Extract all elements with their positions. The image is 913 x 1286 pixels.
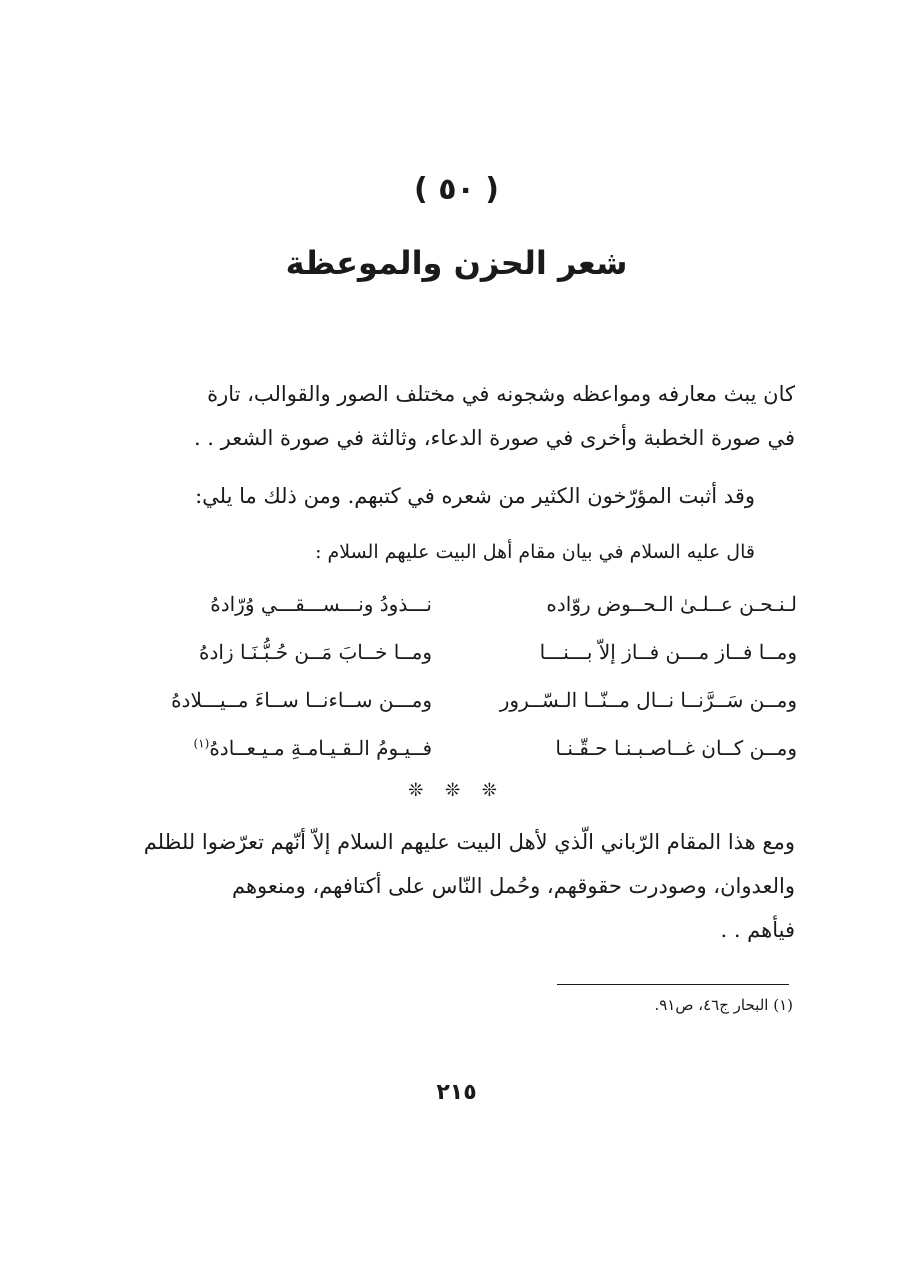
verse [112,628,797,676]
poem-intro [75,530,755,574]
verse-first-hemistich: ومــن سَــرَّنــا نــال مــنّــا الـسّــرور [499,688,797,712]
paragraph-line: ومع هذا المقام الرّباني الّذي لأهل البيت عليهم السلام إلاّ أنّهم تعرّضوا للظلم [143,830,795,854]
page-number: ٢١٥ [436,1080,477,1105]
paragraph-intro [115,372,795,460]
paragraph-conclusion [115,820,795,952]
verse-first-hemistich: ومــا فــاز مـــن فــاز إلاّ بـــنـــا [539,640,797,664]
paragraph-historians [75,474,755,518]
footnote-marker: (١) [193,736,210,751]
verse-second-hemistich: ومــا خــابَ مَــن حُـبُّـنَـا زادهُ [199,640,432,664]
poem [112,580,797,772]
verse [112,676,797,724]
footnote: (١) البحار ج٤٦، ص٩١. [654,996,793,1014]
verse [112,724,797,772]
paragraph-line: وقد أثبت المؤرّخون الكثير من شعره في كتبهم. ومن ذلك ما يلي: [195,484,755,508]
poem-intro-line: قال عليه السلام في بيان مقام أهل البيت عليهم السلام : [315,541,755,563]
verse-second-hemistich: ومـــن ســاءنــا ســاءَ مــيـــلادهُ [171,688,432,712]
verse-second-hemistich: نـــذودُ ونـــســـقـــي وُرّادهُ [210,592,432,616]
chapter-title: شعر الحزن والموعظة [285,244,628,282]
verse-text: فــيـومُ الـقـيـامـةِ مـيـعــادهُ [209,736,432,760]
paragraph-line: كان يبث معارفه ومواعظه وشجونه في مختلف الصور والقوالب، تارة [207,382,795,406]
verse-second-hemistich [112,736,432,760]
paragraph-line: في صورة الخطبة وأخرى في صورة الدعاء، وثالثة في صورة الشعر . . [193,426,795,450]
verse-first-hemistich: ومــن كــان غــاصـبـنـا حـقّـنـا [555,736,797,760]
paragraph-line: فيأهم . . [720,918,795,942]
verse [112,580,797,628]
footnote-divider [557,984,789,985]
verse-first-hemistich: لـنـحـن عــلـىٰ الـحــوض روّاده [546,592,797,616]
paragraph-line: والعدوان، وصودرت حقوقهم، وحُمل النّاس على أكتافهم، ومنعوهم [232,874,795,898]
section-separator: ❊ ❊ ❊ [408,780,505,801]
chapter-number: ( ٥٠ ) [414,172,499,207]
